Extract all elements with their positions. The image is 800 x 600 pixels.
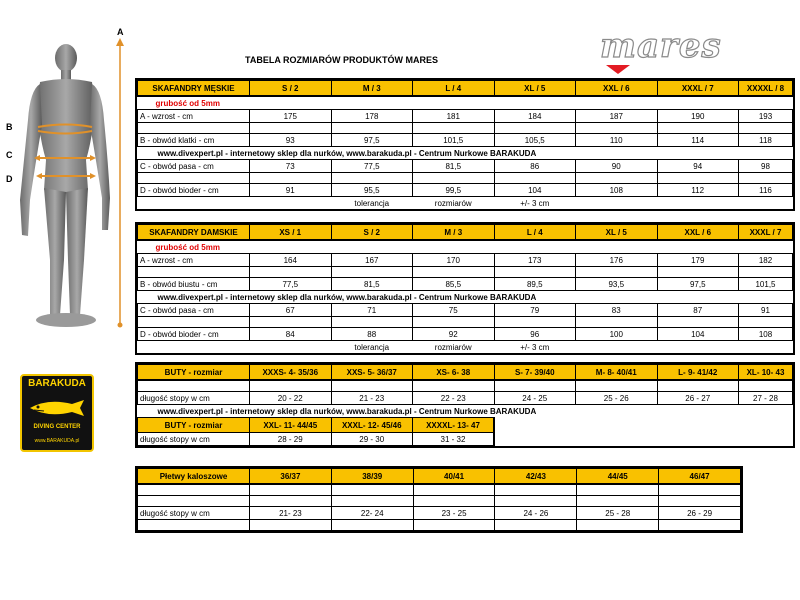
boots-size: L- 9- 41/42	[657, 365, 739, 381]
cell: 26 - 27	[657, 392, 739, 405]
boots-size: S- 7- 39/40	[494, 365, 576, 381]
cell: 67	[250, 304, 332, 317]
cell: 91	[739, 304, 793, 317]
marker-b: B	[6, 122, 13, 132]
cell: 112	[657, 184, 739, 197]
cell: 25 - 26	[576, 392, 658, 405]
boots-size: XXXS- 4- 35/36	[250, 365, 332, 381]
cell: 28 - 29	[250, 433, 332, 446]
tolerance-label: tolerancja	[354, 342, 390, 352]
fins-size: 44/45	[577, 469, 659, 485]
cell: 179	[657, 254, 739, 267]
barakuda-logo	[20, 374, 94, 452]
mares-logo	[600, 28, 730, 74]
cell: 21 - 23	[331, 392, 413, 405]
marker-a: A	[117, 27, 124, 37]
cell: 99,5	[413, 184, 495, 197]
men-size: XL / 5	[494, 81, 576, 97]
women-size: M / 3	[413, 225, 495, 241]
boots-size: M- 8- 40/41	[576, 365, 658, 381]
cell: 81,5	[331, 278, 413, 291]
row-label: A - wzrost - cm	[138, 254, 250, 267]
cell: 101,5	[413, 134, 495, 147]
table-row	[138, 433, 793, 446]
men-thickness: grubość od 5mm	[155, 98, 220, 108]
tolerance-label: rozmiarów	[434, 198, 472, 208]
men-size: XXXXL / 8	[739, 81, 793, 97]
cell: 100	[576, 328, 658, 341]
table-row	[138, 328, 793, 341]
cell: 104	[494, 184, 576, 197]
table-row	[138, 392, 793, 405]
boots-title: BUTY - rozmiar	[138, 365, 250, 381]
cell: 96	[494, 328, 576, 341]
men-promo: www.divexpert.pl - internetowy sklep dla nurków, www.barakuda.pl - Centrum Nurkowe BARAKUDA	[157, 148, 537, 158]
cell: 25 - 28	[577, 507, 659, 520]
measurement-figure	[0, 27, 135, 330]
cell: 173	[494, 254, 576, 267]
cell: 97,5	[657, 278, 739, 291]
cell: 86	[494, 160, 576, 173]
table-row	[138, 254, 793, 267]
mannequin-icon	[0, 30, 135, 330]
cell: 108	[739, 328, 793, 341]
cell: 170	[413, 254, 495, 267]
page-title: TABELA ROZMIARÓW PRODUKTÓW MARES	[245, 55, 438, 65]
women-size: XXXL / 7	[739, 225, 793, 241]
fins-size: 42/43	[495, 469, 577, 485]
row-label: D - obwód bioder - cm	[138, 328, 250, 341]
boots-size: XS- 6- 38	[413, 365, 495, 381]
fins-size-table	[135, 466, 743, 533]
cell: 182	[739, 254, 793, 267]
cell: 187	[576, 110, 658, 123]
women-title: SKAFANDRY DAMSKIE	[138, 225, 250, 241]
cell: 77,5	[331, 160, 413, 173]
cell: 84	[250, 328, 332, 341]
fins-header-row	[138, 469, 741, 485]
cell: 75	[413, 304, 495, 317]
barakuda-subtitle: DIVING CENTER	[33, 424, 81, 430]
row-label: C - obwód pasa - cm	[138, 160, 250, 173]
row-label: B - obwód klatki - cm	[138, 134, 250, 147]
row-label: długość stopy w cm	[138, 433, 250, 446]
cell: 118	[739, 134, 793, 147]
men-size: XXL / 6	[576, 81, 658, 97]
fins-size: 36/37	[250, 469, 332, 485]
men-size-table	[135, 78, 795, 211]
table-row	[138, 134, 793, 147]
cell: 24 - 25	[494, 392, 576, 405]
cell: 77,5	[250, 278, 332, 291]
cell: 85,5	[413, 278, 495, 291]
fins-size: 46/47	[659, 469, 741, 485]
cell: 87	[657, 304, 739, 317]
cell: 73	[250, 160, 332, 173]
cell: 108	[576, 184, 658, 197]
marker-d: D	[6, 174, 13, 184]
boots-size: XXL- 11- 44/45	[250, 418, 332, 433]
cell: 190	[657, 110, 739, 123]
cell: 22- 24	[331, 507, 413, 520]
row-label: C - obwód pasa - cm	[138, 304, 250, 317]
cell: 93,5	[576, 278, 658, 291]
women-size: L / 4	[494, 225, 576, 241]
row-label: długość stopy w cm	[138, 392, 250, 405]
row-label: A - wzrost - cm	[138, 110, 250, 123]
fins-title: Płetwy kaloszowe	[138, 469, 250, 485]
barakuda-name: BARAKUDA	[28, 378, 86, 389]
cell: 97,5	[331, 134, 413, 147]
fins-size: 40/41	[413, 469, 495, 485]
cell: 91	[250, 184, 332, 197]
women-size: S / 2	[331, 225, 413, 241]
boots-size: XXXXL- 13- 47	[413, 418, 495, 433]
cell: 164	[250, 254, 332, 267]
cell: 184	[494, 110, 576, 123]
fins-size: 38/39	[331, 469, 413, 485]
barakuda-url: www.BARAKUDA.pl	[34, 438, 80, 444]
women-size: XXL / 6	[657, 225, 739, 241]
row-label: B - obwód biustu - cm	[138, 278, 250, 291]
boots-size: XXXL- 12- 45/46	[331, 418, 413, 433]
boots-size-table	[135, 362, 795, 448]
cell: 110	[576, 134, 658, 147]
table-row	[138, 160, 793, 173]
boots-size: XXS- 5- 36/37	[331, 365, 413, 381]
women-thickness: grubość od 5mm	[155, 242, 220, 252]
boots-title-2: BUTY - rozmiar	[138, 418, 250, 433]
tolerance-label: rozmiarów	[434, 342, 472, 352]
boots-header-row	[138, 365, 793, 381]
cell: 116	[739, 184, 793, 197]
men-size: S / 2	[250, 81, 332, 97]
cell: 104	[657, 328, 739, 341]
women-promo: www.divexpert.pl - internetowy sklep dla nurków, www.barakuda.pl - Centrum Nurkowe BARAKUDA	[157, 292, 537, 302]
cell: 175	[250, 110, 332, 123]
cell: 193	[739, 110, 793, 123]
cell: 23 - 25	[413, 507, 495, 520]
cell: 79	[494, 304, 576, 317]
boots-header-row-2	[138, 418, 793, 433]
cell: 114	[657, 134, 739, 147]
cell: 181	[413, 110, 495, 123]
cell: 83	[576, 304, 658, 317]
cell: 101,5	[739, 278, 793, 291]
cell: 20 - 22	[250, 392, 332, 405]
men-size: M / 3	[331, 81, 413, 97]
women-header-row	[138, 225, 793, 241]
row-label: D - obwód bioder - cm	[138, 184, 250, 197]
barracuda-fish-icon	[28, 394, 88, 422]
mares-triangle-icon	[606, 65, 630, 74]
cell: 26 - 29	[659, 507, 741, 520]
cell: 93	[250, 134, 332, 147]
cell: 21- 23	[250, 507, 332, 520]
tolerance-value: +/- 3 cm	[520, 198, 550, 208]
men-size: XXXL / 7	[657, 81, 739, 97]
marker-c: C	[6, 150, 13, 160]
cell: 178	[331, 110, 413, 123]
men-header-row	[138, 81, 793, 97]
table-row	[138, 278, 793, 291]
row-label: długość stopy w cm	[138, 507, 250, 520]
cell: 105,5	[494, 134, 576, 147]
cell: 167	[331, 254, 413, 267]
mares-wordmark: mares	[600, 26, 722, 66]
tolerance-value: +/- 3 cm	[520, 342, 550, 352]
men-size: L / 4	[413, 81, 495, 97]
cell: 88	[331, 328, 413, 341]
boots-size: XL- 10- 43	[739, 365, 793, 381]
cell: 24 - 26	[495, 507, 577, 520]
tolerance-label: tolerancja	[354, 198, 390, 208]
women-size-table	[135, 222, 795, 355]
cell: 31 - 32	[413, 433, 495, 446]
boots-promo: www.divexpert.pl - internetowy sklep dla nurków, www.barakuda.pl - Centrum Nurkowe BARAKUDA	[157, 406, 537, 416]
cell: 27 - 28	[739, 392, 793, 405]
cell: 90	[576, 160, 658, 173]
cell: 98	[739, 160, 793, 173]
table-row	[138, 184, 793, 197]
table-row	[138, 304, 793, 317]
cell: 22 - 23	[413, 392, 495, 405]
cell: 81,5	[413, 160, 495, 173]
cell: 92	[413, 328, 495, 341]
women-size: XS / 1	[250, 225, 332, 241]
cell: 95,5	[331, 184, 413, 197]
cell: 94	[657, 160, 739, 173]
cell: 29 - 30	[331, 433, 413, 446]
table-row	[138, 110, 793, 123]
men-title: SKAFANDRY MĘSKIE	[138, 81, 250, 97]
cell: 176	[576, 254, 658, 267]
table-row	[138, 507, 741, 520]
women-size: XL / 5	[576, 225, 658, 241]
cell: 71	[331, 304, 413, 317]
cell: 89,5	[494, 278, 576, 291]
